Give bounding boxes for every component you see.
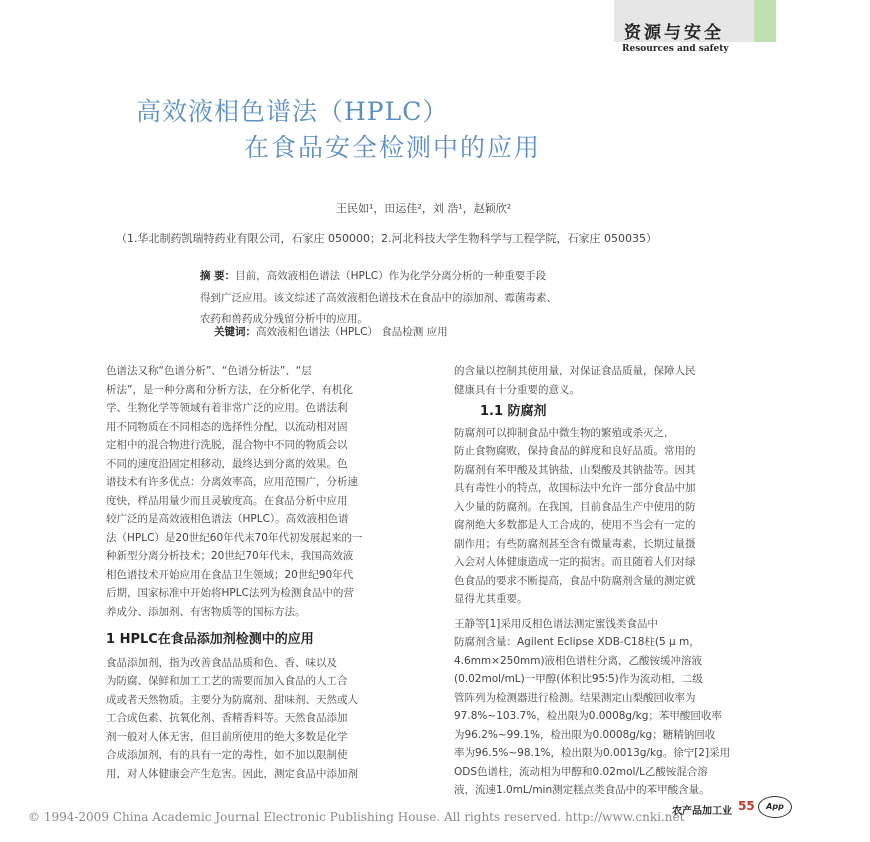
journal-logo: App [758,796,792,818]
body-line: 显得尤其重要。 [454,593,528,605]
body-line: 具有毒性小的特点，故国标法中允许一部分食品中加 [454,482,696,494]
body-line: (0.02mol/mL)一甲醇(体积比95∶5)作为流动相，二级 [454,673,703,685]
body-line: 防腐剂含量：Agilent Eclipse XDB-C18柱(5 μ m， [454,636,700,648]
body-line: 入会对人体健康造成一定的损害。而且随着人们对绿 [454,556,696,568]
body-line: 液，流速1.0mL/min测定糕点类食品中的苯甲酸含量。 [454,784,710,796]
abstract-line: 农药和兽药成分残留分析中的应用。 [200,313,368,325]
body-line: 副作用；有些防腐剂甚至含有微量毒素，长期过量摄 [454,537,696,550]
body-line: 腐剂绝大多数都是人工合成的，使用不当会有一定的 [454,519,696,531]
page-number: 55 [738,799,755,813]
keywords-label: 关键词： [214,326,256,338]
body-line: 剂一般对人体无害，但目前所使用的绝大多数是化学 [106,730,348,743]
author-list: 王民如¹，田运佳²，刘 浩¹，赵颖欣² [336,202,512,215]
section-accent-bar [754,0,776,42]
body-line: 种新型分离分析技术；20世纪70年代末，我国高效液 [106,550,354,562]
body-line: 入少量的防腐剂。在我国，目前食品生产中使用的防 [454,500,696,513]
body-line: ODS色谱柱，流动相为甲醇和0.02mol/L乙酸铵混合溶 [454,765,708,778]
keywords-line [214,324,448,339]
body-line: 为96.2%~99.1%，检出限为0.0008g/kg；糖精钠回收 [454,728,716,741]
journal-name: 农产品加工业 [672,806,732,817]
article-title-line2: 在食品安全检测中的应用 [244,133,542,162]
body-line: 定相中的混合物进行洗脱，混合物中不同的物质会以 [106,439,348,451]
body-line: 的含量以控制其使用量，对保证食品质量，保障人民 [454,365,696,377]
body-line: 不同的速度沿固定相移动，最终达到分离的效果。色 [106,457,348,470]
body-line: 工合成色素、抗氧化剂、香精香料等。天然食品添加 [106,712,348,724]
body-line: 食品添加剂，指为改善食品品质和色、香、味以及 [106,656,337,669]
abstract-line: 得到广泛应用。该文综述了高效液相色谱技术在食品中的添加剂、霉菌毒素、 [200,292,557,304]
abstract-line: 摘 要：目前，高效液相色谱法（HPLC）作为化学分离分析的一种重要手段 [200,270,547,282]
body-line: 4.6mm×250mm)液相色谱柱分离，乙酸铵缓冲溶液 [454,654,703,667]
abstract-label: 摘 要： [200,270,236,282]
section-heading-1: 1 HPLC在食品添加剂检测中的应用 [106,632,314,647]
body-line: 学、生物化学等领域有着非常广泛的应用。色谱法利 [106,402,348,414]
body-line: 谱技术有许多优点：分离效率高，应用范围广，分析速 [106,476,358,488]
body-line: 为防腐、保鲜和加工工艺的需要而加入食品的人工合 [106,675,348,687]
author-affiliations: （1.华北制药凯瑞特药业有限公司，石家庄 050000；2.河北科技大学生物科学与工程学院，石家庄 050035） [116,232,657,245]
body-line: 率为96.5%~98.1%，检出限为0.0013g/kg。徐宁[2]采用 [454,747,731,759]
body-line: 法（HPLC）是20世纪60年代末70年代初发展起来的一 [106,531,363,544]
body-line: 王静等[1]采用反相色谱法测定蜜饯类食品中 [454,617,658,630]
keywords: 高效液相色谱法（HPLC） 食品检测 应用 [256,326,448,338]
body-line: 养成分、添加剂、有害物质等的国标方法。 [106,605,306,618]
body-line: 健康具有十分重要的意义。 [454,383,580,396]
body-line: 后期，国家标准中开始将HPLC法列为检测食品中的营 [106,587,354,599]
body-line: 防止食物腐败，保持食品的鲜度和良好品质。常用的 [454,445,696,457]
body-line: 色食品的要求不断提高，食品中防腐剂含量的测定就 [454,574,696,587]
section-label: 资源与安全 [624,23,724,43]
body-line: 析法”，是一种分离和分析方法，在分析化学、有机化 [106,383,353,396]
body-line: 度快，样品用量少而且灵敏度高。在食品分析中应用 [106,494,348,507]
body-line: 用，对人体健康会产生危害。因此，测定食品中添加剂 [106,767,358,780]
body-line: 色谱法又称“色谱分析”、“色谱分析法”、“层 [106,365,312,377]
copyright-notice: © 1994-2009 China Academic Journal Electronic Publishing House. All rights reserved. http://www.cnki.net [28,810,685,824]
body-line: 97.8%~103.7%，检出限为0.0008g/kg；苯甲酸回收率 [454,710,722,722]
body-line: 合成添加剂，有的具有一定的毒性，如不加以限制使 [106,749,348,761]
left-column [106,362,363,783]
body-line: 成或者天然物质。主要分为防腐剂、甜味剂、天然或人 [106,693,358,706]
section-heading-1-1: 1.1 防腐剂 [480,404,547,419]
body-line: 用不同物质在不同相态的选择性分配，以流动相对固 [106,420,348,433]
body-line: 相色谱技术开始应用在食品卫生领域；20世纪90年代 [106,568,354,581]
article-title-line1: 高效液相色谱法（HPLC） [136,97,449,126]
right-column [454,362,730,800]
section-label-en: Resources and safety [622,44,729,54]
body-line: 管阵列为检测器进行检测。结果测定山梨酸回收率为 [454,691,696,704]
body-line: 较广泛的是高效液相色谱法（HPLC）。高效液相色谱 [106,513,349,525]
body-line: 防腐剂可以抑制食品中微生物的繁殖或杀灭之， [454,426,675,439]
body-line: 防腐剂有苯甲酸及其钠盐，山梨酸及其钠盐等。因其 [454,463,696,476]
